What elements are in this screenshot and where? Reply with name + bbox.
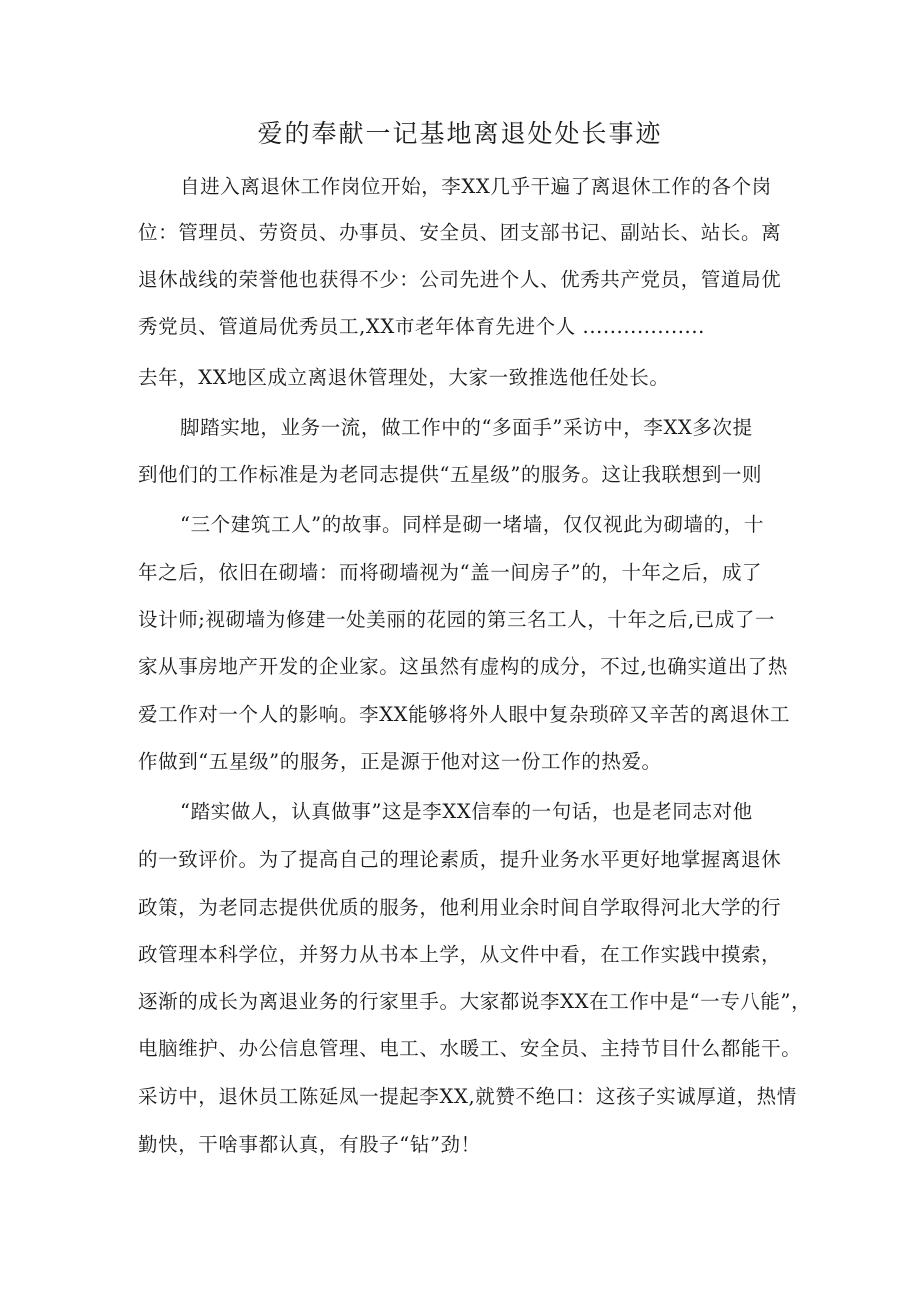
paragraph-line: 去年，XX地区成立离退休管理处，大家一致推选他任处长。 — [138, 366, 670, 389]
paragraph-line: 爱工作对一个人的影响。李XX能够将外人眼中复杂琐碎又辛苦的离退休工 — [138, 703, 791, 726]
paragraph-line: 电脑维护、办公信息管理、电工、水暖工、安全员、主持节目什么都能干。 — [138, 1037, 802, 1060]
paragraph-line: 逐渐的成长为离退业务的行家里手。大家都说李XX在工作中是“一专八能”， — [138, 990, 812, 1013]
paragraph-line: 年之后，依旧在砌墙：而将砌墙视为“盖一间房子”的，十年之后，成了 — [138, 561, 763, 584]
paragraph-line: 秀党员、管道局优秀员工,XX市老年体育先进个人 .................. — [138, 315, 705, 338]
paragraph-line: 脚踏实地，业务一流，做工作中的“多面手”采访中，李XX多次提 — [180, 416, 753, 439]
paragraph-line: 的一致评价。为了提高自己的理论素质，提升业务水平更好地掌握离退休 — [138, 848, 782, 871]
paragraph-line: 政策，为老同志提供优质的服务，他利用业余时间自学取得河北大学的行 — [138, 896, 782, 919]
paragraph-line: “三个建筑工人”的故事。同样是砌一堵墙，仅仅视此为砌墙的，十 — [180, 513, 764, 536]
paragraph-line: 到他们的工作标准是为老同志提供“五星级”的服务。这让我联想到一则 — [138, 463, 763, 486]
paragraph-line: 家从事房地产开发的企业家。这虽然有虚构的成分，不过,也确实道出了热 — [138, 655, 788, 678]
paragraph-line: 勤快，干啥事都认真，有股子“钻”劲！ — [138, 1133, 481, 1156]
paragraph-line: 位：管理员、劳资员、办事员、安全员、团支部书记、副站长、站长。离 — [138, 221, 782, 244]
paragraph-line: 退休战线的荣誉他也获得不少：公司先进个人、优秀共产党员，管道局优 — [138, 268, 782, 291]
paragraph-line: 设计师;视砌墙为修建一处美丽的花园的第三名工人，十年之后,已成了一 — [138, 608, 776, 631]
paragraph-line: “踏实做人，认真做事”这是李XX信奉的一句话，也是老同志对他 — [180, 800, 753, 823]
paragraph-line: 采访中，退休员工陈延凤一提起李XX,就赞不绝口：这孩子实诚厚道，热情 — [138, 1085, 797, 1108]
paragraph-line: 政管理本科学位，并努力从书本上学，从文件中看，在工作实践中摸索， — [138, 943, 782, 966]
paragraph-line: 自进入离退休工作岗位开始，李XX几乎干遍了离退休工作的各个岗 — [180, 175, 772, 198]
document-title: 爱的奉献一记基地离退处处长事迹 — [257, 119, 663, 148]
paragraph-line: 作做到“五星级”的服务，正是源于他对这一份工作的热爱。 — [138, 750, 662, 773]
